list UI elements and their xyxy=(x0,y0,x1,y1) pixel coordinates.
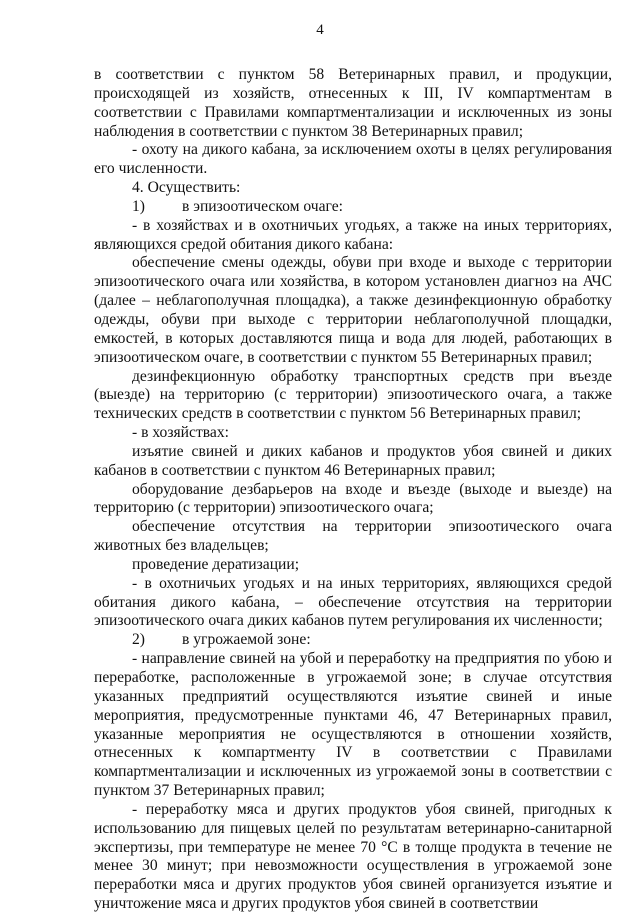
paragraph: изъятие свиней и диких кабанов и продуктов убоя свиней и диких кабанов в соответствии с пунктом 46 Ветеринарных правил; xyxy=(94,442,612,479)
paragraph: 4. Осуществить: xyxy=(132,179,241,197)
paragraph: обеспечение отсутствия на территории эпизоотического очага животных без владельцев; xyxy=(94,518,612,555)
list-marker: 2) xyxy=(132,631,145,649)
paragraph: - направление свиней на убой и переработку на предприятия по убою и переработке, расположенные в угрожаемой зоне; в случае отсутствия указанных предприятий осуществляются изъятие свиней и иные мероприятия, предусмотренные пунктами 46, 47 Ветеринарных правил, указанные мероприятия не осуществляются в отношении хозяйств, отнесенных к компартменту IV в соответствии с Правилами компартментализации и исключенных из угрожаемой зоны в соответствии с пунктом 37 Ветеринарных правил; xyxy=(94,650,612,800)
paragraph: - переработку мяса и других продуктов убоя свиней, пригодных к использованию для пищевых целей по результатам ветеринарно-санитарной экспертизы, при температуре не менее 70 °С в толще продукта в течение не менее 30 минут; при невозможности осуществления в угрожаемой зоне переработки мяса и других продуктов убоя свиней организуется изъятие и уничтожение мяса и других продуктов убоя свиней в соответствии xyxy=(94,800,612,913)
list-item-text: в угрожаемой зоне: xyxy=(182,631,311,649)
document-body xyxy=(94,66,612,914)
paragraph: - в хозяйствах: xyxy=(132,424,229,442)
list-marker: 1) xyxy=(132,197,145,215)
paragraph: - в охотничьих угодьях и на иных территориях, являющихся средой обитания дикого кабана, – обеспечение отсутствия на территории эпизоотического очага диких кабанов путем регулирования их численности; xyxy=(94,574,612,630)
paragraph: проведение дератизации; xyxy=(132,555,300,573)
page-number: 4 xyxy=(316,22,324,38)
paragraph: - охоту на дикого кабана, за исключением охоты в целях регулирования его численности. xyxy=(94,141,612,178)
paragraph xyxy=(94,631,612,650)
paragraph: - в хозяйствах и в охотничьих угодьях, а также на иных территориях, являющихся средой обитания дикого кабана: xyxy=(94,216,612,253)
paragraph: дезинфекционную обработку транспортных средств при въезде (выезде) на территорию (с территории) эпизоотического очага, а также технических средств в соответствии с пунктом 56 Ветеринарных правил; xyxy=(94,367,612,423)
list-item-text: в эпизоотическом очаге: xyxy=(182,197,343,215)
paragraph: в соответствии с пунктом 58 Ветеринарных правил, и продукции, происходящей из хозяйств, отнесенных к III, IV компартментам в соответствии с Правилами компартментализации и исключенных из зоны наблюдения в соответствии с пунктом 38 Ветеринарных правил; xyxy=(94,66,612,140)
paragraph xyxy=(94,198,612,217)
paragraph: обеспечение смены одежды, обуви при входе и выходе с территории эпизоотического очага или хозяйства, в котором установлен диагноз на АЧС (далее – неблагополучная площадка), а также дезинфекционную обработку одежды, обуви при выходе с территории неблагополучной площадки, емкостей, в которых доставляются пища и вода для людей, работающих в эпизоотическом очаге, в соответствии с пунктом 55 Ветеринарных правил; xyxy=(94,254,612,366)
paragraph: оборудование дезбарьеров на входе и въезде (выходе и выезде) на территорию (с территории) эпизоотического очага; xyxy=(94,480,612,517)
